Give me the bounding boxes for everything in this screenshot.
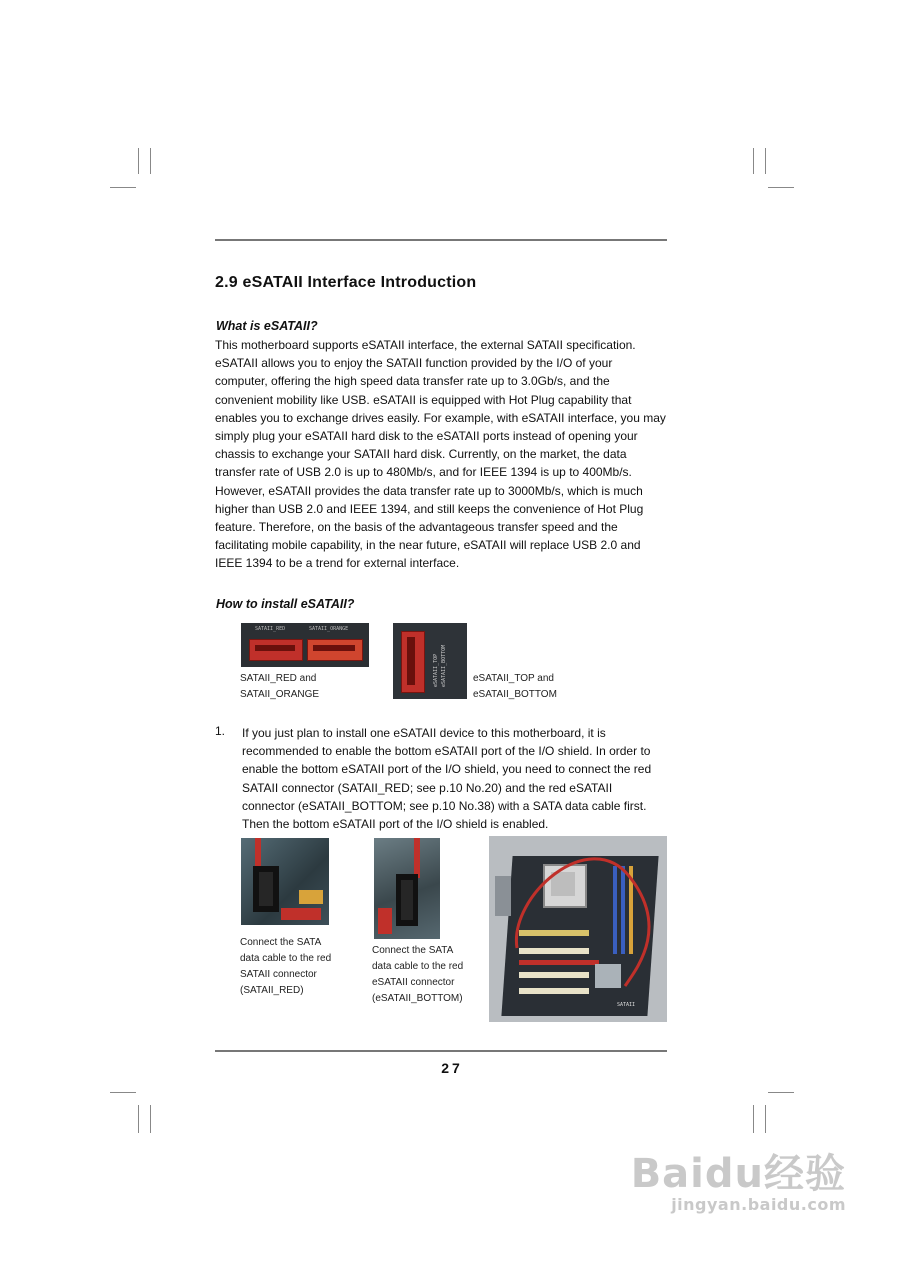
- sataii-connectors-photo: [241, 623, 369, 667]
- crop-mark: [768, 1092, 794, 1093]
- watermark-brand: Baidu经验: [630, 1151, 846, 1197]
- photo-label: SATAII_RED: [255, 626, 286, 632]
- caption-line: SATAII_RED and: [240, 673, 317, 684]
- how-to-heading: How to install eSATAII?: [216, 597, 355, 611]
- figure-caption: [473, 671, 557, 703]
- what-is-heading: What is eSATAII?: [216, 319, 318, 333]
- watermark-url: jingyan.baidu.com: [671, 1195, 846, 1214]
- crop-mark: [110, 1092, 136, 1093]
- photo-label: eSATAII_TOP: [433, 653, 439, 687]
- caption-line: data cable to the red: [372, 961, 464, 972]
- top-rule: [215, 239, 667, 241]
- crop-mark: [753, 1105, 754, 1133]
- crop-mark: [753, 148, 754, 174]
- page-number: 27: [441, 1060, 463, 1076]
- caption-line: Connect the SATA: [372, 945, 454, 956]
- crop-mark: [138, 1105, 139, 1133]
- step-number: 1.: [215, 724, 226, 738]
- caption-line: data cable to the red: [240, 953, 332, 964]
- figure-caption: [240, 671, 319, 703]
- sata-cable: [489, 836, 667, 1022]
- photo-label: SATAII_ORANGE: [309, 626, 349, 632]
- caption-line: (eSATAII_BOTTOM): [372, 993, 463, 1004]
- crop-mark: [765, 148, 766, 174]
- caption-line: SATAII connector: [240, 969, 317, 980]
- esataii-connectors-photo: [393, 623, 467, 699]
- step-caption: [240, 935, 331, 999]
- crop-mark: [150, 148, 151, 174]
- caption-line: SATAII_ORANGE: [240, 689, 320, 700]
- caption-line: eSATAII connector: [372, 977, 455, 988]
- cable-esataii-bottom-photo: [374, 838, 440, 939]
- caption-line: eSATAII_TOP and: [473, 673, 554, 684]
- motherboard-photo: [489, 836, 667, 1022]
- caption-line: eSATAII_BOTTOM: [473, 689, 557, 700]
- crop-mark: [150, 1105, 151, 1133]
- step-text: If you just plan to install one eSATAII device to this motherboard, it is recommended to enable the bottom eSATAII port of the I/O shield. In order to enable the bottom eSATAII port of the I/O shield, you need to connect the red SATAII connector (SATAII_RED; see p.10 No.20) and the red eSATAII connector (eSATAII_BOTTOM; see p.10 No.38) with a SATA data cable first. Then the bottom eSATAII port of the I/O shield is enabled.: [242, 726, 652, 832]
- crop-mark: [138, 148, 139, 174]
- crop-mark: [768, 187, 794, 188]
- board-label: SATAII: [617, 1002, 636, 1008]
- caption-line: (SATAII_RED): [240, 985, 304, 996]
- step-caption: [372, 943, 463, 1007]
- crop-mark: [110, 187, 136, 188]
- section-title: 2.9 eSATAII Interface Introduction: [215, 274, 477, 291]
- what-is-body: This motherboard supports eSATAII interface, the external SATAII specification. eSATAII allows you to enjoy the SATAII function provided by the I/O of your computer, offering the high speed data transfer rate up to 3.0Gb/s, and the convenient mobility like USB. eSATAII is equipped with Hot Plug capability that enables you to exchange drives easily. For example, with eSATAII interface, you may simply plug your eSATAII hard disk to the eSATAII ports instead of opening your chassis to exchange your SATAII hard disk. Currently, on the market, the data transfer rate of USB 2.0 is up to 480Mb/s, and for IEEE 1394 is up to 400Mb/s. However, eSATAII provides the data transfer rate up to 3000Mb/s, which is much higher than USB 2.0 and IEEE 1394, and still keeps the convenience of Hot Plug feature. Therefore, on the basis of the advantageous transfer speed and the facilitating mobile capability, in the near future, eSATAII will replace USB 2.0 and IEEE 1394 to be a trend for external interface.: [215, 338, 666, 571]
- cable-sataii-red-photo: [241, 838, 329, 925]
- crop-mark: [765, 1105, 766, 1133]
- photo-label: eSATAII_BOTTOM: [441, 644, 447, 687]
- bottom-rule: [215, 1050, 667, 1052]
- watermark: [631, 1142, 846, 1214]
- caption-line: Connect the SATA: [240, 937, 322, 948]
